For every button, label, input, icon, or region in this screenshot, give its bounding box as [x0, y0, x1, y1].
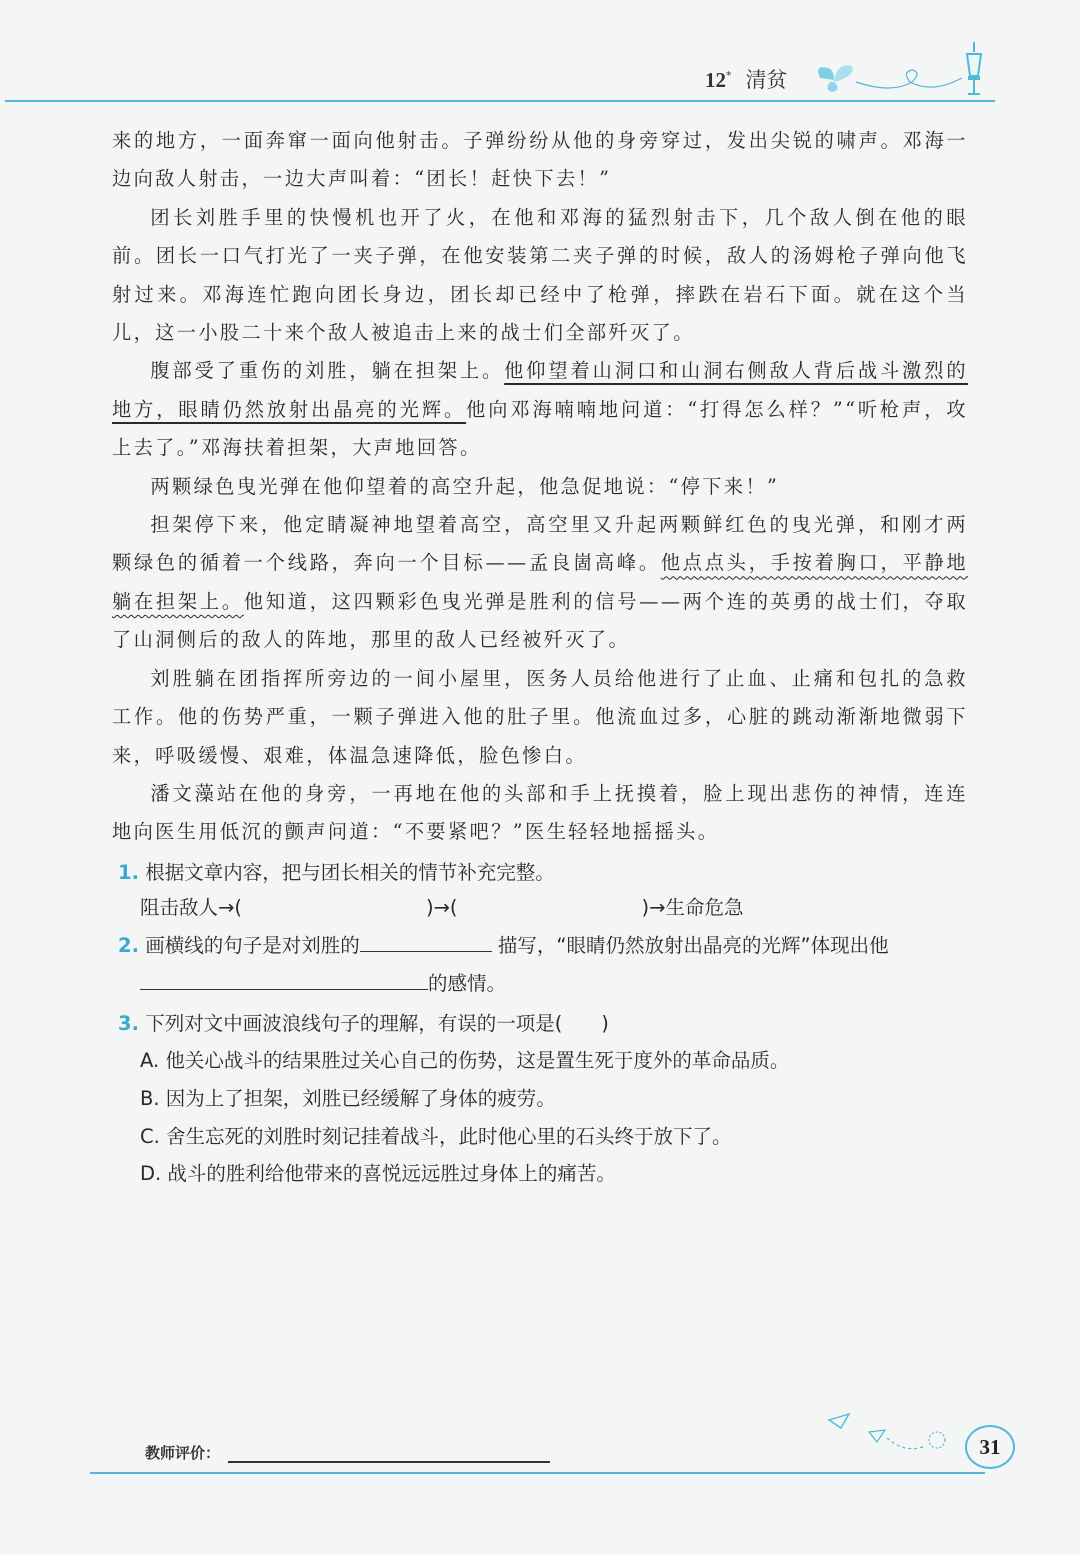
- answer-prefix: 阻击敌人→(: [140, 896, 242, 919]
- question-1: [118, 857, 555, 885]
- option-d[interactable]: D. 战斗的胜利给他带来的喜悦远远胜过身体上的痛苦。: [140, 1162, 616, 1185]
- passage-paragraph: 来的地方，一面奔窜一面向他射击。子弹纷纷从他的身旁穿过，发出尖锐的啸声。邓海一边向敌人射击，一边大声叫着：“团长！赶快下去！”: [112, 129, 968, 191]
- teacher-evaluation-label: 教师评价：: [145, 1444, 221, 1462]
- question-text: 下列对文中画波浪线句子的理解，有误的一项是( ): [145, 1012, 609, 1035]
- lesson-number: 12: [705, 68, 726, 92]
- question-number: 1.: [118, 861, 139, 884]
- option-b[interactable]: B. 因为上了担架，刘胜已经缓解了身体的疲劳。: [140, 1087, 556, 1110]
- lesson-header: [705, 64, 788, 94]
- paper-plane-decoration-icon: [825, 1410, 965, 1470]
- question-text: 画横线的句子是对刘胜的: [145, 934, 360, 957]
- passage-paragraph: 潘文藻站在他的身旁，一再地在他的头部和手上抚摸着，脸上现出悲伤的神情，连连地向医生用低沉的颤声问道：“不要紧吧？”医生轻轻地摇摇头。: [112, 781, 968, 844]
- option-a[interactable]: A. 他关心战斗的结果胜过关心自己的伤势，这是置生死于度外的革命品质。: [140, 1049, 790, 1072]
- underlined-sentence: 他仰望着山洞口和山洞右侧敌人背后战斗激烈的地方，眼睛仍然放射出晶亮的光辉。: [112, 359, 968, 421]
- question-number: 2.: [118, 934, 139, 957]
- question-text: 描写，“眼睛仍然放射出晶亮的光辉”体现出他: [497, 934, 889, 957]
- page-number: 31: [965, 1425, 1015, 1469]
- butterfly-lamp-decoration-icon: [812, 42, 992, 102]
- passage-paragraph: 团长刘胜手里的快慢机也开了火，在他和邓海的猛烈射击下，几个敌人倒在他的眼前。团长一口气打光了一夹子弹，在他安装第二夹子弹的时候，敌人的汤姆枪子弹向他飞射过来。邓海连忙跑向团长身边，团长却已经中了枪弹，摔跌在岩石下面。就在这个当儿，这一小股二十来个敌人被追击上来的战士们全部歼灭了。: [112, 205, 968, 345]
- lesson-mark: *: [726, 69, 732, 82]
- passage-paragraph: [112, 506, 968, 660]
- question-2-continued: [140, 968, 506, 996]
- passage-paragraph: 刘胜躺在团指挥所旁边的一间小屋里，医务人员给他进行了止血、止痛和包扎的急救工作。他的伤势严重，一颗子弹进入他的肚子里。他流血过多，心脏的跳动渐渐地微弱下来，呼吸缓慢、艰难，体温急速降低，脸色惨白。: [112, 666, 968, 767]
- header-divider: [5, 100, 995, 102]
- question-text: 的感情。: [428, 972, 507, 995]
- question-2: [118, 930, 889, 958]
- question-1-answer-row: [140, 892, 810, 920]
- answer-arrow: )→(: [425, 896, 458, 919]
- answer-blank[interactable]: [140, 989, 428, 990]
- passage-text: 担架停下来，他定睛凝神地望着高空，高空里又升起两颗鲜红色的曳光弹，和刚才两颗绿色的循着一个线路，奔向一个目标——孟良崮高峰。: [112, 513, 968, 575]
- question-number: 3.: [118, 1012, 139, 1035]
- passage-paragraph: 两颗绿色曳光弹在他仰望着的高空升起，他急促地说：“停下来！”: [150, 474, 780, 498]
- question-text: 根据文章内容，把与团长相关的情节补充完整。: [145, 861, 555, 884]
- question-3: [118, 1008, 609, 1036]
- teacher-evaluation-line[interactable]: [228, 1461, 550, 1463]
- passage-paragraph: [112, 352, 968, 467]
- answer-blank[interactable]: [360, 951, 492, 952]
- passage-text: 他向邓海喃喃地问道：“打得怎么样？”“听枪声，攻上去了。”邓海扶着担架，大声地回答。: [112, 397, 968, 460]
- passage-text: 腹部受了重伤的刘胜，躺在担架上。: [150, 359, 505, 383]
- answer-suffix: )→生命危急: [641, 896, 744, 919]
- option-c[interactable]: C. 舍生忘死的刘胜时刻记挂着战斗，此时他心里的石头终于放下了。: [140, 1125, 732, 1148]
- wavy-underlined-sentence: 他点点头，手按着胸口，平静地躺在担架上。: [112, 551, 968, 613]
- passage: [112, 122, 968, 852]
- footer-divider: [90, 1472, 985, 1474]
- passage-text: 他知道，这四颗彩色曳光弹是胜利的信号——两个连的英勇的战士们，夺取了山洞侧后的敌人的阵地，那里的敌人已经被歼灭了。: [112, 589, 968, 652]
- lesson-title: 清贫: [745, 68, 788, 92]
